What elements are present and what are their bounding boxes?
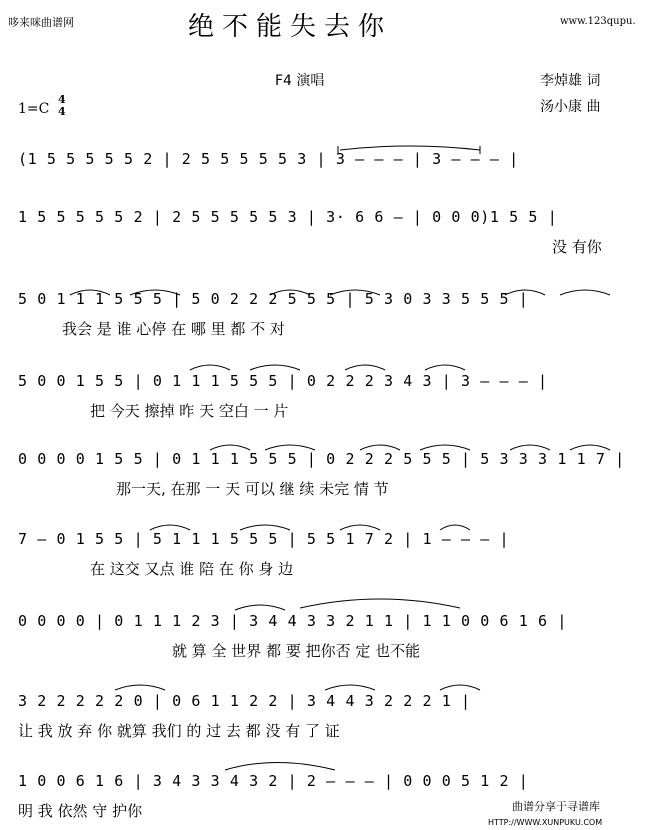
key-signature: 1=C	[18, 101, 50, 117]
lyric-line-7: 就 算 全 世界 都 要 把你否 定 也不能	[172, 642, 421, 660]
lyricist-credit: 李焯雄 词	[540, 73, 601, 89]
footer-credit: 曲谱分享于寻谱库	[512, 800, 600, 813]
score-line-3: 5 0 1 1 1 5 5 5 | 5 0 2 2 2 5 5 5 | 5 3 0 3 3 5 5 5 |	[18, 290, 529, 308]
score-line-7: 0 0 0 0 | 0 1 1 1 2 3 | 3 4 4 3 3 2 1 1 | 1 1 0 0 6 1 6 |	[18, 612, 567, 630]
site-name-left: 哆来咪曲谱网	[8, 16, 74, 29]
lyric-line-6: 在 这交 又点 谁 陪 在 你 身 边	[90, 560, 294, 578]
lyric-line-5: 那一天, 在那 一 天 可以 继 续 未完 情 节	[116, 480, 389, 498]
score-line-4: 5 0 0 1 5 5 | 0 1 1 1 5 5 5 | 0 2 2 2 3 4 3 | 3 – – – |	[18, 372, 548, 390]
site-url-right[interactable]: www.123qupu.	[560, 16, 636, 27]
score-line-9: 1 0 0 6 1 6 | 3 4 3 3 4 3 2 | 2 – – – | 0 0 0 5 1 2 |	[18, 772, 529, 790]
score-line-8: 3 2 2 2 2 2 0 | 0 6 1 1 2 2 | 3 4 4 3 2 2 2 1 |	[18, 692, 471, 710]
score-line-5: 0 0 0 0 1 5 5 | 0 1 1 1 5 5 5 | 0 2 2 2 5 5 5 | 5 3 3 3 1 1 7 |	[18, 450, 625, 468]
lyric-line-9: 明 我 依然 守 护你	[18, 802, 143, 820]
score-line-1: (1 5 5 5 5 5 2 | 2 5 5 5 5 5 3 | 3 – – – | 3 – – – |	[18, 150, 519, 168]
lyric-line-4: 把 今天 擦掉 昨 天 空白 一 片	[90, 402, 289, 420]
lyric-line-8: 让 我 放 弃 你 就算 我们 的 过 去 都 没 有 了 证	[18, 722, 340, 740]
score-line-2: 1 5 5 5 5 5 2 | 2 5 5 5 5 5 3 | 3· 6 6 – | 0 0 0)1 5 5 |	[18, 208, 558, 226]
score-line-6: 7 – 0 1 5 5 | 5 1 1 1 5 5 5 | 5 5 1 7 2 | 1 – – – |	[18, 530, 510, 548]
time-signature-bottom: 4	[58, 105, 66, 118]
song-title: 绝不能失去你	[188, 12, 393, 42]
performer-credit: F4 演唱	[275, 73, 325, 89]
composer-credit: 汤小康 曲	[540, 99, 601, 115]
footer-url[interactable]: HTTP://WWW.XUNPUKU.COM	[488, 818, 603, 827]
lyric-line-2: 没 有你	[552, 238, 602, 256]
lyric-line-3: 我会 是 谁 心停 在 哪 里 都 不 对	[62, 320, 285, 338]
time-signature-top: 4	[58, 93, 66, 106]
